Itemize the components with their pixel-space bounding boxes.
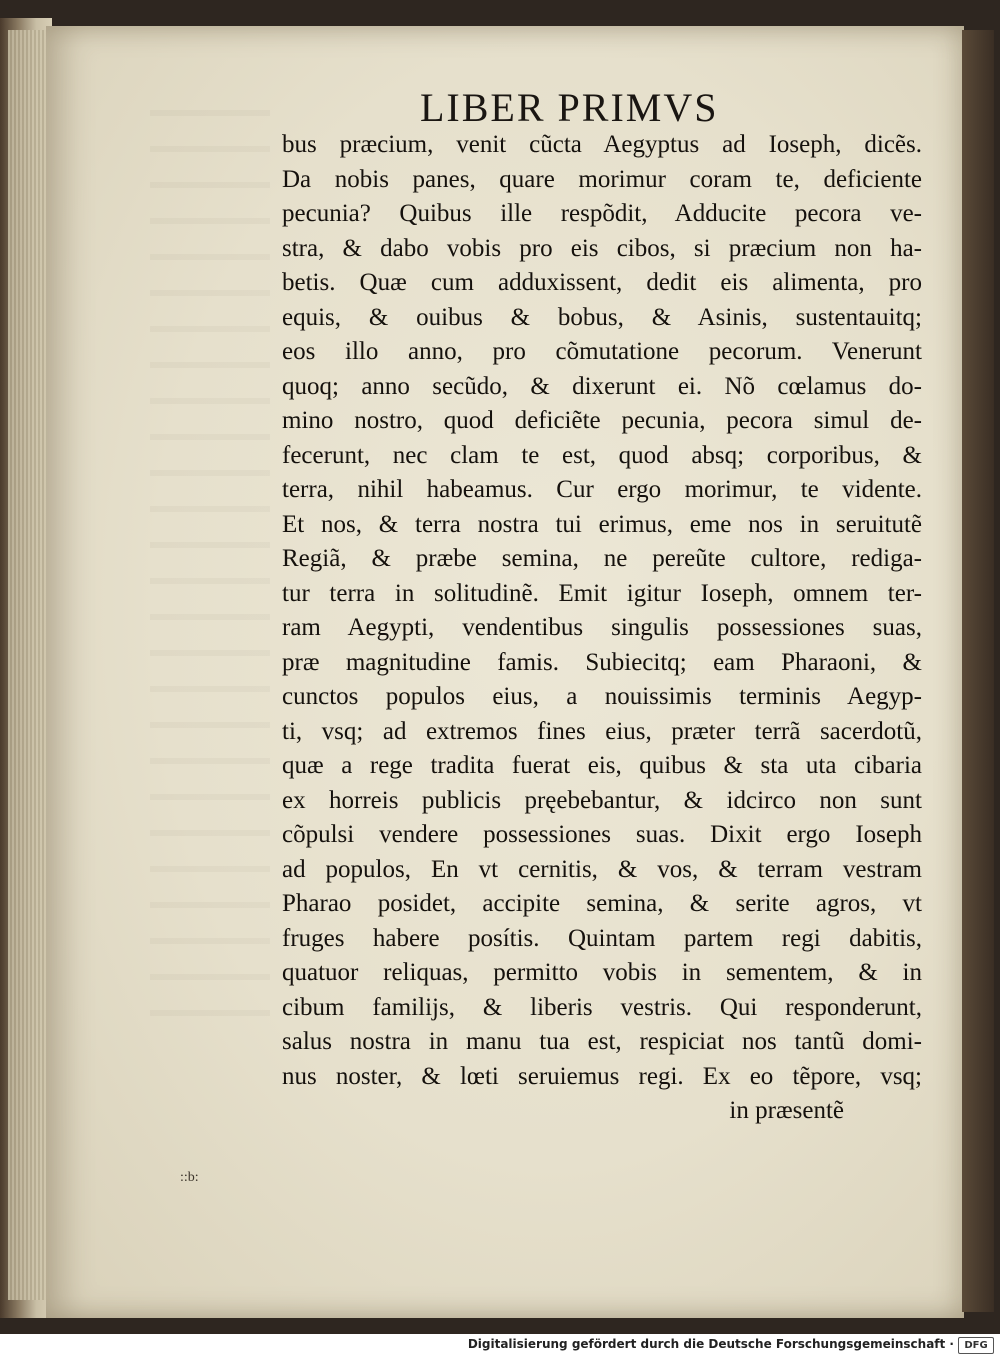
dfg-logo-icon: DFG bbox=[958, 1337, 994, 1354]
text-line: nus noster, & lœti seruiemus regi. Ex eo tẽpore, vsq; bbox=[282, 1062, 922, 1090]
marginal-mark: ::b: bbox=[180, 1170, 199, 1185]
text-line: Pharao posidet, accipite semina, & serite agros, vt bbox=[282, 890, 922, 917]
text-line: in præsentẽ bbox=[729, 1097, 844, 1124]
text-line: equis, & ouibus & bobus, & Asinis, sustentauitq; bbox=[282, 303, 922, 331]
text-line: cunctos populos eius, a nouissimis terminis Aegyp- bbox=[282, 683, 922, 710]
margin-bleed-through bbox=[150, 80, 270, 1030]
text-line: eos illo anno, pro cõmutatione pecorum. Venerunt bbox=[282, 338, 922, 365]
text-line: mino nostro, quod deficiẽte pecunia, pecora simul de- bbox=[282, 407, 922, 434]
text-line: quæ a rege tradita fuerat eis, quibus & sta uta cibaria bbox=[282, 752, 922, 779]
text-line: bus præcium, venit cũcta Aegyptus ad Ioseph, dicẽs. bbox=[282, 131, 922, 158]
text-line: betis. Quæ cum adduxissent, dedit eis alimenta, pro bbox=[282, 269, 922, 296]
funding-credit: Digitalisierung gefördert durch die Deutsche Forschungsgemeinschaft · bbox=[467, 1337, 954, 1351]
text-line: Et nos, & terra nostra tui erimus, eme nos in seruitutẽ bbox=[282, 510, 922, 538]
body-text bbox=[282, 128, 922, 1129]
text-line: pecunia? Quibus ille respõdit, Adducite pecora ve- bbox=[282, 200, 922, 227]
text-line: quoq; anno secũdo, & dixerunt ei. Nõ cœlamus do- bbox=[282, 372, 922, 400]
footer-bar bbox=[0, 1334, 1000, 1356]
text-line: fecerunt, nec clam te est, quod absq; corporibus, & bbox=[282, 441, 922, 469]
running-header: LIBER PRIMVS bbox=[420, 85, 719, 130]
text-line: cibum familijs, & liberis vestris. Qui responderunt, bbox=[282, 993, 922, 1021]
text-line: ti, vsq; ad extremos fines eius, præter terrã sacerdotũ, bbox=[282, 717, 922, 745]
text-line: Da nobis panes, quare morimur coram te, deficiente bbox=[282, 165, 922, 193]
text-line: præ magnitudine famis. Subiecitq; eam Pharaoni, & bbox=[282, 648, 922, 676]
text-line: quatuor reliquas, permitto vobis in sementem, & in bbox=[282, 959, 922, 986]
text-line: ram Aegypti, vendentibus singulis possessiones suas, bbox=[282, 614, 922, 641]
text-line: stra, & dabo vobis pro eis cibos, si præcium non ha- bbox=[282, 234, 922, 262]
text-line: ex horreis publicis pręebebantur, & idcirco non sunt bbox=[282, 786, 922, 814]
text-line: ad populos, En vt cernitis, & vos, & terram vestram bbox=[282, 855, 922, 883]
page-right-edge bbox=[962, 30, 994, 1312]
text-line: tur terra in solitudinẽ. Emit igitur Ioseph, omnem ter- bbox=[282, 579, 922, 607]
text-line: cõpulsi vendere possessiones suas. Dixit ergo Ioseph bbox=[282, 821, 922, 848]
text-line: terra, nihil habeamus. Cur ergo morimur, te vidente. bbox=[282, 476, 922, 503]
text-line: salus nostra in manu tua est, respiciat nos tantũ domi- bbox=[282, 1028, 922, 1055]
page-edges bbox=[8, 30, 48, 1300]
text-line: fruges habere posítis. Quintam partem regi dabitis, bbox=[282, 924, 922, 952]
text-line: Regiã, & præbe semina, ne pereũte cultore, rediga- bbox=[282, 545, 922, 572]
